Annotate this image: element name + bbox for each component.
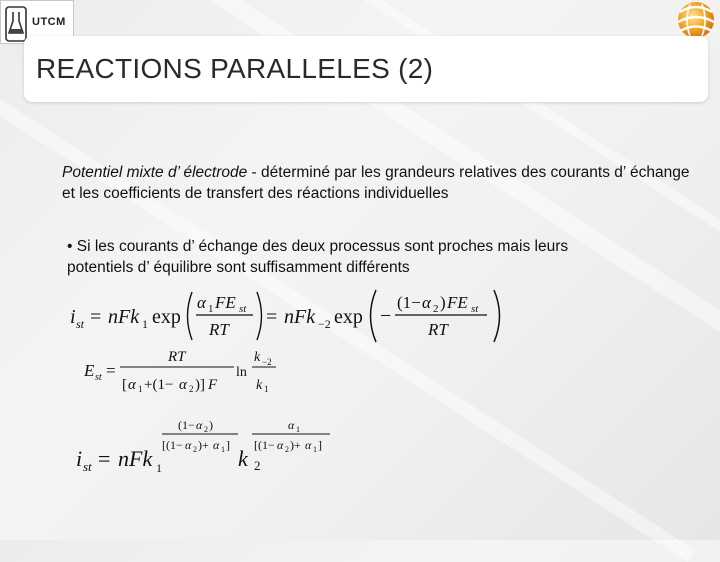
intro-text: - déterminé par les grandeurs relatives des courants d’ échange et les coefficients de transfert des réactions individuelles [62, 164, 690, 202]
svg-text:st: st [83, 459, 92, 474]
svg-text:(1−: (1− [178, 418, 195, 432]
svg-text:1: 1 [296, 425, 300, 434]
svg-text:2: 2 [433, 303, 439, 315]
svg-text:1: 1 [156, 461, 162, 475]
svg-text:+(1−: +(1− [144, 377, 174, 393]
svg-text:st: st [471, 303, 479, 315]
svg-text:k: k [254, 350, 261, 365]
svg-text:α: α [185, 438, 192, 452]
svg-text:st: st [95, 372, 102, 383]
svg-text:−2: −2 [262, 357, 272, 367]
svg-text:α: α [128, 377, 136, 393]
svg-text:RT: RT [209, 320, 229, 339]
svg-text:1: 1 [138, 384, 143, 394]
svg-text:k: k [256, 378, 263, 393]
svg-text:=: = [266, 306, 278, 328]
svg-text:2: 2 [285, 445, 289, 454]
equation-current-equality [66, 286, 536, 346]
logo-text: UTCM [32, 16, 66, 28]
svg-text:E: E [84, 361, 95, 380]
svg-text:α: α [179, 377, 187, 393]
svg-text:FE: FE [215, 293, 236, 312]
svg-text:2: 2 [254, 458, 261, 473]
svg-text:i: i [70, 306, 76, 328]
svg-text:α: α [288, 418, 295, 432]
svg-text:st: st [239, 303, 247, 315]
svg-text:1: 1 [208, 303, 214, 315]
svg-text:(1−: (1− [397, 293, 421, 312]
svg-text:−2: −2 [318, 317, 331, 331]
svg-text:RT: RT [428, 320, 448, 339]
svg-text:F: F [208, 377, 218, 393]
svg-text:RT: RT [168, 349, 186, 365]
intro-paragraph [62, 162, 702, 204]
svg-text:exp: exp [152, 306, 181, 328]
svg-text:FE: FE [447, 293, 468, 312]
svg-text:st: st [76, 317, 85, 331]
equation-mixed-potential [84, 345, 324, 399]
svg-text:1: 1 [313, 445, 317, 454]
svg-text:nFk: nFk [118, 446, 153, 471]
title-card [24, 36, 708, 102]
svg-text:α: α [305, 438, 312, 452]
svg-text:α: α [196, 418, 203, 432]
svg-text:ln: ln [236, 365, 247, 380]
svg-text:[(1−: [(1− [162, 438, 183, 452]
svg-text:)+: )+ [290, 438, 301, 452]
svg-text:[: [ [122, 377, 127, 393]
svg-text:=: = [90, 306, 102, 328]
svg-text:nFk: nFk [284, 306, 316, 328]
equation-mixed-current [74, 414, 354, 490]
svg-text:−: − [380, 305, 392, 327]
svg-text:)+: )+ [198, 438, 209, 452]
svg-text:1: 1 [221, 445, 225, 454]
svg-text:]: ] [318, 438, 322, 452]
svg-text:]: ] [226, 438, 230, 452]
svg-text:exp: exp [334, 306, 363, 328]
svg-text:)]: )] [195, 377, 205, 393]
page-title: REACTIONS PARALLELES (2) [36, 53, 434, 84]
svg-text:α: α [422, 293, 431, 312]
svg-text:i: i [76, 446, 83, 471]
svg-text:α: α [213, 438, 220, 452]
svg-text:2: 2 [204, 425, 208, 434]
svg-text:α: α [277, 438, 284, 452]
svg-text:α: α [197, 293, 206, 312]
svg-text:1: 1 [142, 317, 148, 331]
svg-text:nFk: nFk [108, 306, 140, 328]
svg-text:1: 1 [264, 384, 269, 394]
bullet-item: • Si les courants d’ échange des deux processus sont proches mais leurs potentiels d’ équilibre sont suffisamment différents [67, 238, 569, 276]
svg-text:=: = [106, 361, 116, 380]
svg-text:2: 2 [189, 384, 194, 394]
svg-text:): ) [440, 293, 446, 312]
intro-term: Potentiel mixte d’ électrode [62, 164, 248, 181]
svg-text:k: k [238, 446, 248, 471]
svg-text:): ) [209, 418, 213, 432]
svg-text:[(1−: [(1− [254, 438, 275, 452]
svg-text:=: = [98, 446, 111, 471]
svg-text:2: 2 [193, 445, 197, 454]
